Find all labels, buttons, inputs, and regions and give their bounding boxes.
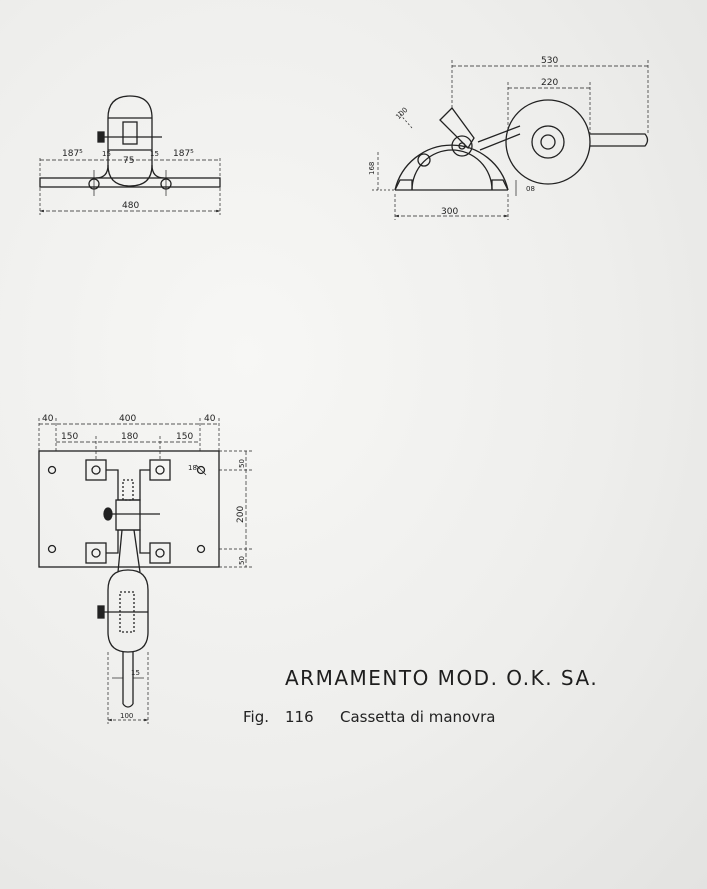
plan-bracket [86, 543, 106, 563]
plan-dim-inner: 200 [236, 505, 246, 523]
plan-bracket [150, 460, 170, 480]
plan-dim-right-seg: 150 [176, 432, 194, 442]
side-handle [590, 134, 648, 146]
plan-dim-top-edge: 50 [238, 459, 246, 468]
plan-dim-left-seg: 150 [61, 432, 79, 442]
plan-bracket [86, 460, 106, 480]
side-dim-offset: 08 [526, 185, 535, 193]
plan-hole [198, 546, 205, 553]
front-bolt [123, 122, 137, 144]
plan-view [39, 451, 219, 707]
plan-capsule [108, 570, 148, 652]
front-dim-right-gap: 15 [150, 150, 159, 158]
drawing-title: ARMAMENTO MOD. O.K. SA. [285, 666, 599, 690]
plan-dim-right-margin: 40 [204, 414, 216, 424]
front-view [40, 96, 220, 196]
side-dim-wheel: 220 [541, 78, 559, 88]
plan-hole [49, 467, 56, 474]
front-dim-total: 480 [122, 201, 140, 211]
side-dim-overall: 530 [541, 56, 559, 66]
figure-caption [243, 708, 495, 726]
plan-hole [49, 546, 56, 553]
front-dim-center: 75 [123, 156, 135, 166]
front-dim-left-arm: 187⁵ [62, 149, 83, 159]
plan-dim-left-margin: 40 [42, 414, 54, 424]
side-dim-radius: 100 [394, 105, 410, 122]
figure-label: Fig. [243, 708, 269, 726]
plan-dim-stem-width: 100 [120, 712, 134, 720]
front-body [108, 96, 152, 186]
side-dim-height: 168 [368, 161, 376, 175]
plan-view-dimensions [39, 418, 252, 724]
side-pivot [418, 154, 430, 166]
plan-dim-hole: 18 [188, 464, 197, 472]
figure-description: Cassetta di manovra [340, 708, 496, 726]
front-dim-right-arm: 187⁵ [173, 149, 194, 159]
side-view [395, 100, 648, 190]
side-wheel [506, 100, 590, 184]
plan-dim-stem: 15 [131, 669, 140, 677]
plan-dim-width: 400 [119, 414, 137, 424]
plan-center-block [116, 500, 140, 530]
plan-dim-bottom-edge: 50 [238, 556, 246, 565]
side-view-dimensions [372, 60, 648, 220]
side-dim-base: 300 [441, 207, 459, 217]
figure-number: 116 [285, 708, 314, 726]
plan-dim-middle-seg: 180 [121, 432, 139, 442]
side-lever [440, 108, 474, 148]
front-dim-left-gap: 15 [102, 150, 111, 158]
plan-bracket [150, 543, 170, 563]
